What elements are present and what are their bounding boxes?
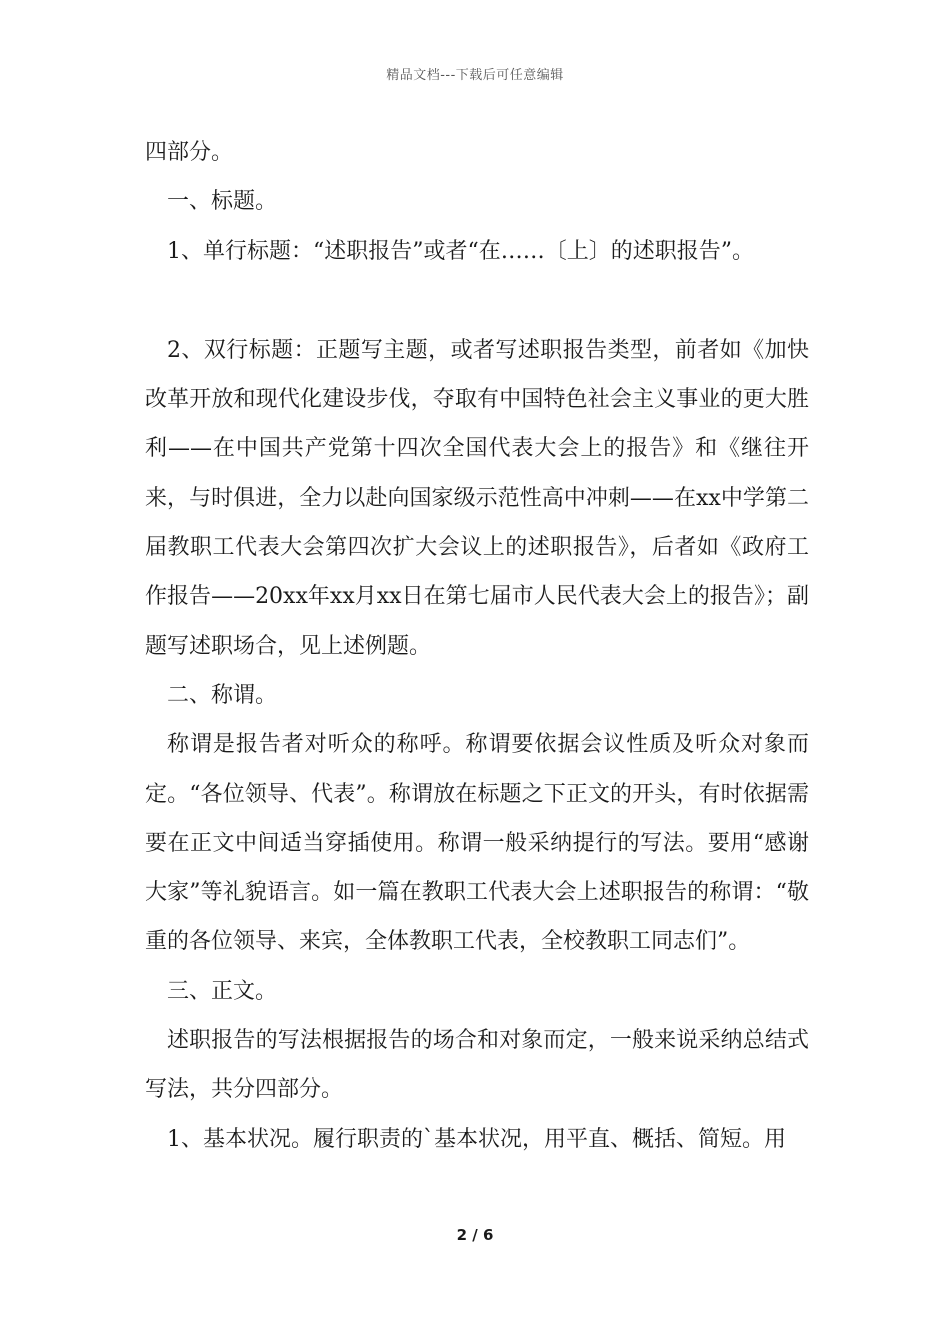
document-body xyxy=(145,128,809,1164)
section-heading-main-text: 三、正文。 xyxy=(167,978,278,1004)
section-heading-title: 一、标题。 xyxy=(167,189,278,215)
paragraph-salutation: 称谓是报告者对听众的称呼。称谓要依据会议性质及听众对象而定。“各位领导、代表”。称谓放在标题之下正文的开头，有时依据需要在正文中间适当穿插使用。称谓一般采纳提行的写法。要用“感谢大家”等礼貌语言。如一篇在教职工代表大会上述职报告的称谓：“敬重的各位领导、来宾，全体教职工代表，全校教职工同志们”。 xyxy=(145,732,809,955)
section-heading-salutation: 二、称谓。 xyxy=(167,682,278,708)
page-number: 2 / 6 xyxy=(456,1226,494,1244)
paragraph-gap xyxy=(145,276,809,326)
page-header: 精品文档---下载后可任意编辑 xyxy=(386,68,564,83)
paragraph-main-text: 述职报告的写法根据报告的场合和对象而定，一般来说采纳总结式写法，共分四部分。 xyxy=(145,1028,809,1103)
paragraph-basic-situation: 1、基本状况。履行职责的`基本状况，用平直、概括、简短。用 xyxy=(167,1126,786,1152)
paragraph-continuation: 四部分。 xyxy=(145,140,234,165)
paragraph-single-line-title: 1、单行标题：“述职报告”或者“在……〔上〕的述职报告”。 xyxy=(167,238,754,264)
paragraph-double-line-title: 2、双行标题：正题写主题，或者写述职报告类型，前者如《加快改革开放和现代化建设步伐，夺取有中国特色社会主义事业的更大胜利——在中国共产党第十四次全国代表大会上的报告》和《继往开来，与时俱进，全力以赴向国家级示范性高中冲刺——在xx中学第二届教职工代表大会第四次扩大会议上的述职报告》，后者如《政府工作报告——20xx年xx月xx日在第七届市人民代表大会上的报告》；副题写述职场合，见上述例题。 xyxy=(145,337,809,659)
